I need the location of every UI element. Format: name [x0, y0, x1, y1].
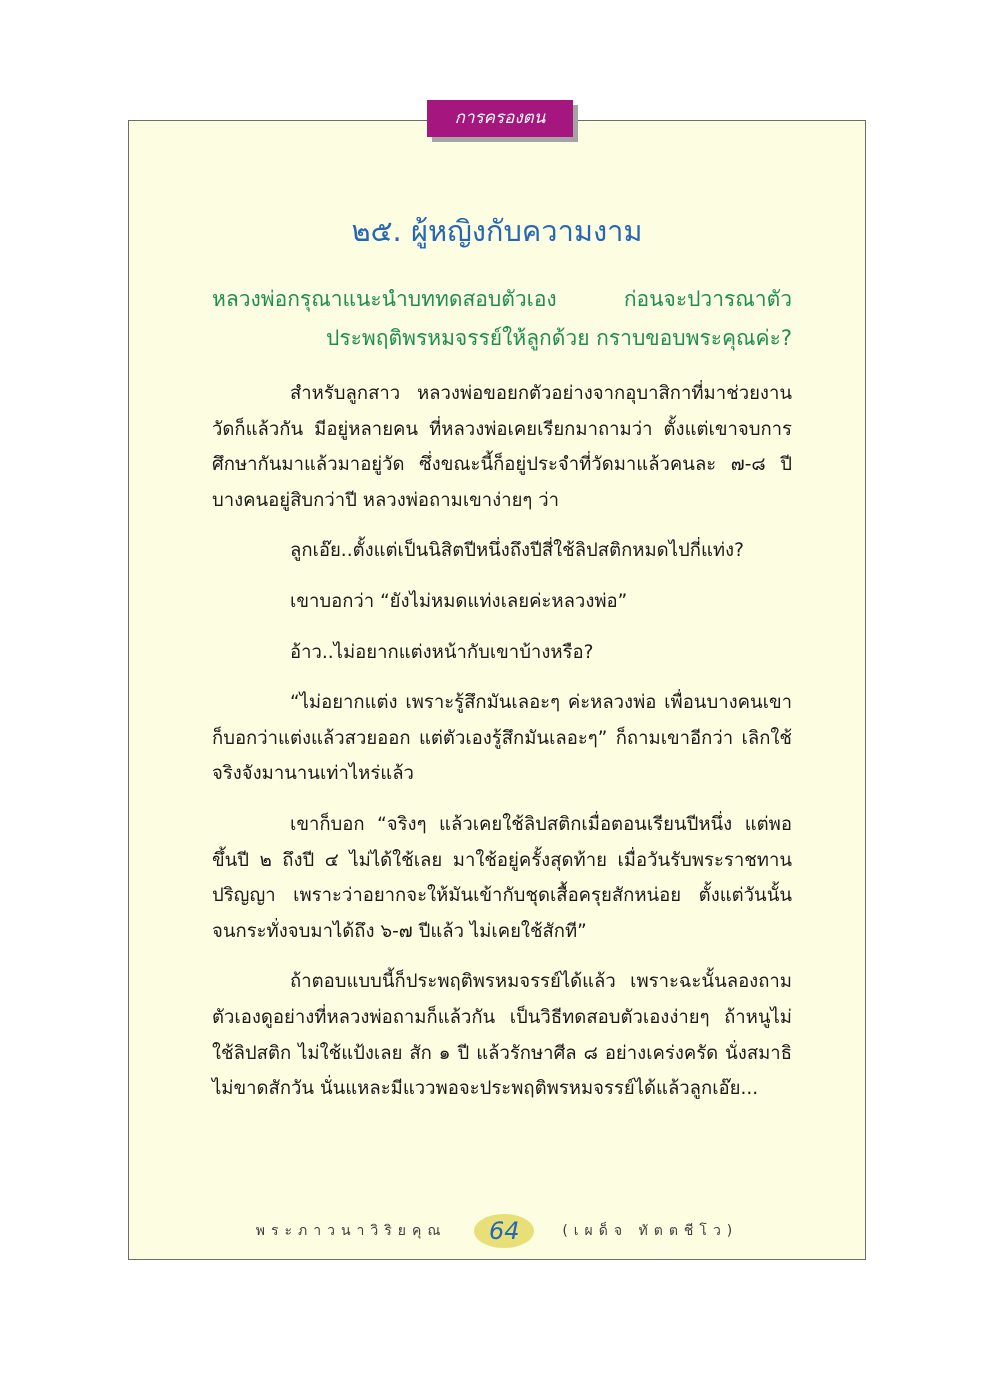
- question-line-2: ประพฤติพรหมจรรย์ให้ลูกด้วย กราบขอบพระคุณค่ะ?: [326, 326, 792, 350]
- paragraph-6: เขาก็บอก “จริงๆ แล้วเคยใช้ลิปสติกเมื่อตอนเรียนปีหนึ่ง แต่พอขึ้นปี ๒ ถึงปี ๔ ไม่ได้ใช้เลย มาใช้อยู่ครั้งสุดท้าย เมื่อวันรับพระราชทานปริญญา เพราะว่าอยากจะให้มันเข้ากับชุดเสื้อครุยสักหน่อย ตั้งแต่วันนั้นจนกระทั่งจบมาได้ถึง ๖-๗ ปีแล้ว ไม่เคยใช้สักที”: [212, 813, 792, 942]
- paragraph-7: ถ้าตอบแบบนี้ก็ประพฤติพรหมจรรย์ได้แล้ว เพราะฉะนั้นลองถามตัวเองดูอย่างที่หลวงพ่อถามก็แล้วกัน เป็นวิธีทดสอบตัวเองง่ายๆ ถ้าหนูไม่ใช้ลิปสติก ไม่ใช้แป้งเลย สัก ๑ ปี แล้วรักษาศีล ๘ อย่างเคร่งครัด นั่งสมาธิไม่ขาดสักวัน นั่นแหละมีแววพอจะประพฤติพรหมจรรย์ได้แล้วลูกเอ๊ย...: [212, 971, 792, 1100]
- chapter-title: ๒๕. ผู้หญิงกับความงาม: [351, 214, 643, 248]
- paragraph-2: ลูกเอ๊ย..ตั้งแต่เป็นนิสิตปีหนึ่งถึงปีสี่ใช้ลิปสติกหมดไปกี่แท่ง?: [290, 540, 744, 562]
- footer-book-title: พระภาวนาวิริยคุณ: [255, 1223, 447, 1239]
- answer-body: [212, 376, 792, 1122]
- footer-author: (เผด็จ ทัตตชีโว): [562, 1223, 739, 1239]
- question-line-1: หลวงพ่อกรุณาแนะนำบททดสอบตัวเอง ก่อนจะปวารณาตัว: [212, 287, 792, 311]
- question-heading: [212, 280, 792, 358]
- paragraph-1: สำหรับลูกสาว หลวงพ่อขอยกตัวอย่างจากอุบาสิกาที่มาช่วยงานวัดก็แล้วกัน มีอยู่หลายคน ที่หลวงพ่อเคยเรียกมาถามว่า ตั้งแต่เขาจบการศึกษากันมาแล้วมาอยู่วัด ซึ่งขณะนี้ก็อยู่ประจำที่วัดมาแล้วคนละ ๗-๘ ปี บางคนอยู่สิบกว่าปี หลวงพ่อถามเขาง่ายๆ ว่า: [212, 383, 792, 511]
- page-number-badge: 64: [474, 1214, 534, 1248]
- paragraph-5: “ไม่อยากแต่ง เพราะรู้สึกมันเลอะๆ ค่ะหลวงพ่อ เพื่อนบางคนเขาก็บอกว่าแต่งแล้วสวยออก แต่ตัวเองรู้สึกมันเลอะๆ” ก็ถามเขาอีกว่า เลิกใช้จริงจังมานานเท่าไหร่แล้ว: [212, 692, 792, 785]
- paragraph-3: เขาบอกว่า “ยังไม่หมดแท่งเลยค่ะหลวงพ่อ”: [290, 590, 628, 612]
- page-footer: [128, 1213, 866, 1249]
- section-tab: การครองตน: [427, 100, 573, 137]
- paragraph-4: อ้าว..ไม่อยากแต่งหน้ากับเขาบ้างหรือ?: [290, 641, 594, 663]
